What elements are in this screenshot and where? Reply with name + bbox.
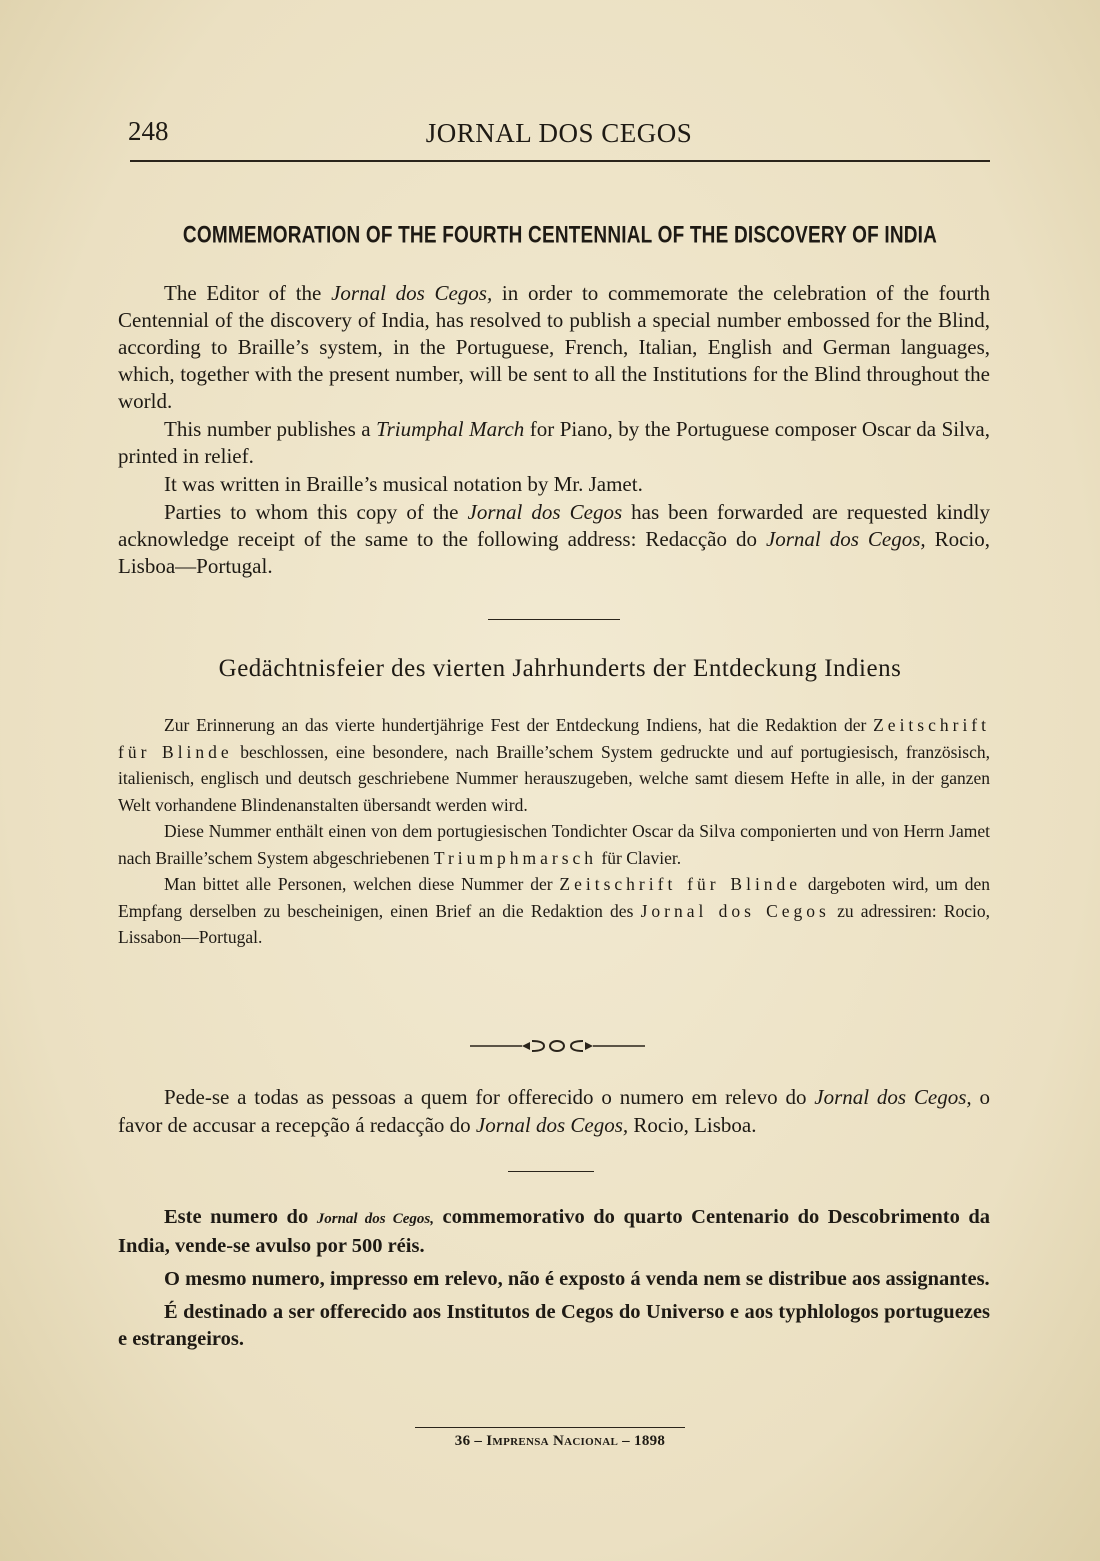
portuguese-paragraph: Pede-se a todas as pessoas a quem for offerecido o numero em relevo do Jornal dos Cegos, o favor de accusar a recepção á redacção do Jornal dos Cegos, Rocio, Lisboa. [118, 1085, 991, 1137]
ornament-divider [470, 1036, 645, 1056]
english-paragraph-2: This number publishes a Triumphal March for Piano, by the Portuguese composer Oscar da Silva, printed in relief. [118, 417, 991, 468]
german-paragraph-1: Zur Erinnerung an das vierte hundertjährige Fest der Entdeckung Indiens, hat die Redaktion der Zeitschrift für Blinde beschlossen, eine besondere, nach Braille’schem System gedruckte und auf portugiesisch, französisch, italienisch, englisch und deutsch geschriebene Nummer herauszugeben, welche samt diesem Hefte in alle, in der ganzen Welt vorhandene Blindenanstalten übersandt werden wird. [118, 715, 990, 815]
english-article [118, 280, 990, 580]
page-number: 248 [128, 116, 169, 146]
english-paragraph-1: The Editor of the Jornal dos Cegos, in order to commemorate the celebration of the fourth Centennial of the discovery of India, has resolved to publish a special number embossed for the Blind, according to Braille’s system, in the Portuguese, French, Italian, English and German languages, which, together with the present number, will be sent to all the Institutions for the Blind throughout the world. [118, 281, 991, 413]
notice-paragraph-3: É destinado a ser offerecido aos Institutos de Cegos do Universo e aos typhlologos portuguezes e estrangeiros. [118, 1301, 990, 1350]
section-divider [488, 619, 620, 620]
notice-paragraph-1: Este numero do Jornal dos Cegos, commemorativo do quarto Centenario do Descobrimento da India, vende-se avulso por 500 réis. [118, 1206, 991, 1257]
page-header [128, 112, 990, 152]
header-rule [130, 160, 990, 162]
german-article [118, 712, 990, 951]
german-paragraph-3: Man bittet alle Personen, welchen diese Nummer der Zeitschrift für Blinde dargeboten wird, um den Empfang derselben zu bescheinigen, einen Brief an die Redaktion des Jornal dos Cegos zu adressiren: Rocio, Lissabon—Portugal. [118, 874, 990, 947]
german-heading: Gedächtnisfeier des vierten Jahrhunderts der Entdeckung Indiens [218, 655, 902, 682]
portuguese-note [118, 1083, 990, 1139]
sale-notice [118, 1204, 990, 1359]
imprint: 36 – Imprensa Nacional – 1898 [454, 1433, 666, 1449]
english-heading: COMMEMORATION OF THE FOURTH CENTENNIAL OF THE DISCOVERY OF INDIA [182, 222, 938, 249]
german-paragraph-2: Diese Nummer enthält einen von dem portugiesischen Tondichter Oscar da Silva componierten und von Herrn Jamet nach Braille’schem System abgeschriebenen Triumphmarsch für Clavier. [118, 821, 990, 868]
notice-paragraph-2: O mesmo numero, impresso em relevo, não é exposto á venda nem se distribue aos assignantes. [164, 1268, 990, 1290]
running-title: JORNAL DOS CEGOS [425, 118, 693, 148]
english-paragraph-4: Parties to whom this copy of the Jornal dos Cegos has been forwarded are requested kindly acknowledge receipt of the same to the following address: Redacção do Jornal dos Cegos, Rocio, Lisboa—Portugal. [118, 500, 991, 578]
section-divider-2 [508, 1171, 594, 1172]
imprint-rule [415, 1427, 685, 1428]
english-paragraph-3: It was written in Braille’s musical notation by Mr. Jamet. [164, 472, 643, 496]
